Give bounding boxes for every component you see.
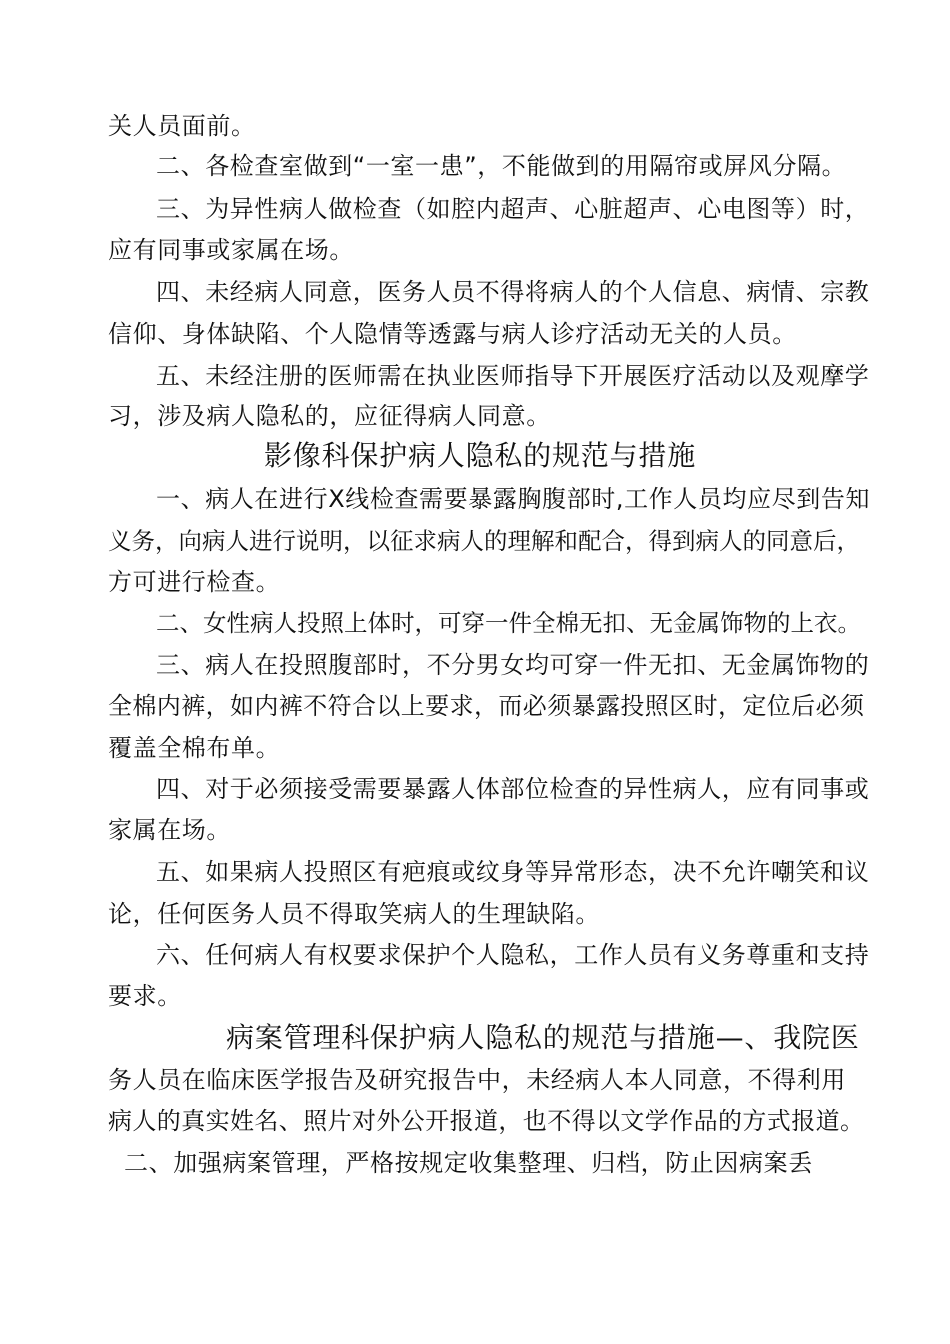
text-line: 全棉内裤，如内裤不符合以上要求，而必须暴露投照区时，定位后必须 <box>108 692 865 720</box>
text-line: 家属在场。 <box>108 816 231 844</box>
text-line: 方可进行检查。 <box>108 568 281 596</box>
text-line: 习，涉及病人隐私的，应征得病人同意。 <box>108 402 551 430</box>
text-line: 病人的真实姓名、照片对外公开报道，也不得以文学作品的方式报道。 <box>108 1107 865 1135</box>
text-line: 要求。 <box>108 982 182 1010</box>
text-line: 六、任何病人有权要求保护个人隐私，工作人员有义务尊重和支持 <box>156 941 870 969</box>
text-line: 三、病人在投照腹部时，不分男女均可穿一件无扣、无金属饰物的 <box>156 651 870 679</box>
section-heading: 影像科保护病人隐私的规范与措施 <box>264 439 697 472</box>
text-line: 应有同事或家属在场。 <box>108 236 354 264</box>
text-line: 二、女性病人投照上体时，可穿一件全棉无扣、无金属饰物的上衣。 <box>156 609 861 637</box>
text-line: 二、加强病案管理，严格按规定收集整理、归档，防止因病案丢 <box>124 1149 813 1177</box>
text-line: 义务，向病人进行说明，以征求病人的理解和配合，得到病人的同意后， <box>108 527 860 555</box>
text-line: 论，任何医务人员不得取笑病人的生理缺陷。 <box>108 900 600 928</box>
text-line: 覆盖全棉布单。 <box>108 734 281 762</box>
text-line: 一、病人在进行X线检查需要暴露胸腹部时,工作人员均应尽到告知 <box>156 485 871 513</box>
text-line: 四、未经病人同意，医务人员不得将病人的个人信息、病情、宗教 <box>156 278 870 306</box>
text-line: 信仰、身体缺陷、个人隐情等透露与病人诊疗活动无关的人员。 <box>108 320 797 348</box>
text-line: 务人员在临床医学报告及研究报告中，未经病人本人同意，不得利用 <box>108 1066 846 1094</box>
text-line: 二、各检查室做到“一室一患”，不能做到的用隔帘或屏风分隔。 <box>156 152 847 180</box>
text-line: 关人员面前。 <box>108 112 256 140</box>
section-heading: 病案管理科保护病人隐私的规范与措施—、我院医 <box>226 1021 860 1054</box>
text-line: 四、对于必须接受需要暴露人体部位检查的异性病人，应有同事或 <box>156 775 870 803</box>
text-line: 五、如果病人投照区有疤痕或纹身等异常形态，决不允许嘲笑和议 <box>156 858 870 886</box>
text-line: 三、为异性病人做检查（如腔内超声、心脏超声、心电图等）时， <box>156 195 870 223</box>
text-line: 五、未经注册的医师需在执业医师指导下开展医疗活动以及观摩学 <box>156 362 870 390</box>
